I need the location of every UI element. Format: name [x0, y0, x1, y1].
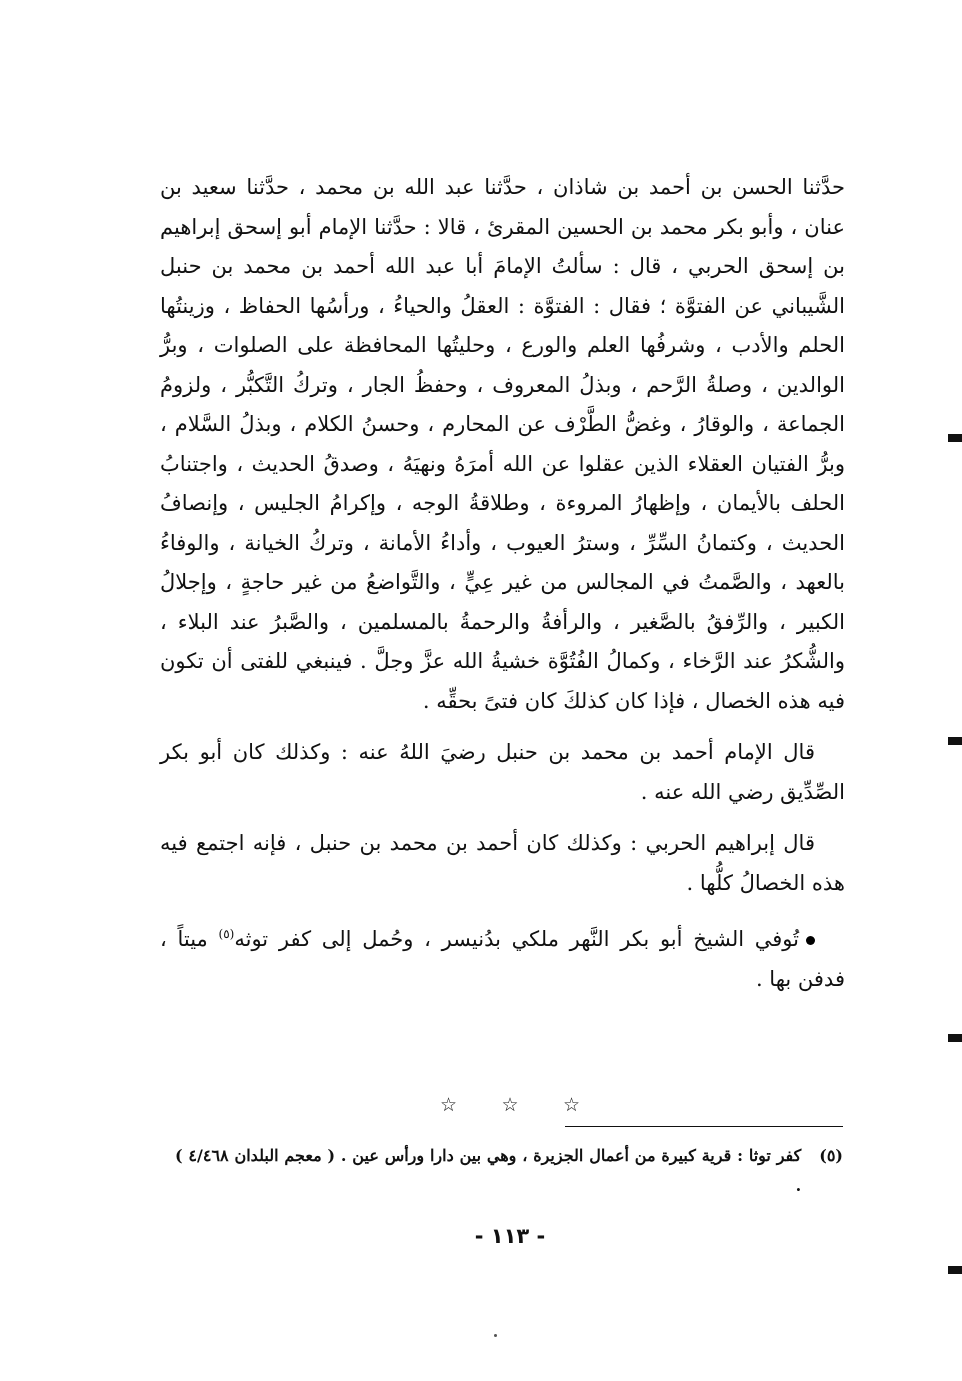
paragraph-hadith-chain: حدَّثنا الحسن بن أحمد بن شاذان ، حدَّثنا عبد الله بن محمد ، حدَّثنا سعيد بن عنان ، وأبو بكر محمد بن الحسين المقرئ ، قالا : حدَّثنا الإمام أبو إسحق إبراهيم بن إسحق الحربي ، قال : سألتُ الإمامَ أبا عبد الله أحمد بن محمد بن حنبل الشَّيباني عن الفتوَّة ؛ فقال : الفتوَّة : العقلُ والحياءُ ، ورأسُها الحفاظ ، وزينتُها الحلم والأدب ، وشرفُها العلم والورع ، وحليتُها المحافظة على الصلوات ، وبرُّ الوالدين ، وصلةُ الرَّحم ، وبذلُ المعروف ، وحفظُ الجار ، وتركُ التَّكبُّر ، ولزومُ الجماعة ، والوقارُ ، وغضُّ الطَّرْف عن المحارم ، وحسنُ الكلام ، وبذلُ السَّلام ، وبرُّ الفتيان العقلاء الذين عقلوا عن الله أمرَهُ ونهيَهُ ، وصدقُ الحديث ، واجتنابُ الحلف بالأيمان ، وإظهارُ المروءة ، وطلاقةُ الوجه ، وإكرامُ الجليس ، وإنصافُ الحديث ، وكتمانُ السِّرِّ ، وسترُ العيوب ، وأداءُ الأمانة ، وتركُ الخيانة ، والوفاءُ بالعهد ، والصَّمتُ في المجالس من غير عِيٍّ ، والتَّواضعُ من غير حاجةٍ ، وإجلالُ الكبير ، والرِّفقُ بالصَّغير ، والرأفةُ والرحمةُ بالمسلمين ، والصَّبرُ عند البلاء ، والشُّكرُ عند الرَّخاء ، وكمالُ الفُتُوَّة خشيةُ الله عزَّ وجلَّ . فينبغي للفتى أن تكون فيه هذه الخصال ، فإذا كان كذلكَ كان فتىً بحقِّه . [160, 175, 845, 713]
footnote-reference: (٥) [218, 927, 235, 941]
scan-edge-mark [948, 737, 962, 745]
paragraph-imam-ahmad-statement: قال الإمام أحمد بن محمد بن حنبل رضيَ اللهُ عنه : وكذلك كان أبو بكر الصِّدِّيق رضي الله عنه . [160, 740, 845, 804]
death-notice-text-end: ميتاً ، فدفن بها . [160, 927, 845, 991]
section-separator [440, 1094, 580, 1116]
paragraph-ibrahim-harbi-statement: قال إبراهيم الحربي : وكذلك كان أحمد بن محمد بن حنبل ، فإنه اجتمع فيه هذه الخصالُ كلُّها . [160, 831, 845, 895]
star-icon: ☆ [440, 1094, 458, 1116]
page-number: - ١١٣ - [474, 1224, 546, 1248]
footnote [175, 1141, 843, 1201]
paragraph-death-notice [160, 915, 845, 999]
footnote-number: (٥) [819, 1146, 843, 1165]
star-icon: ☆ [501, 1094, 519, 1116]
scan-speck [494, 1334, 497, 1337]
scan-edge-mark [948, 1266, 962, 1274]
star-icon: ☆ [562, 1094, 580, 1116]
scan-edge-mark [948, 434, 962, 442]
bullet-icon [806, 936, 815, 945]
scan-edge-mark [948, 1034, 962, 1042]
footnote-divider [565, 1126, 843, 1127]
page-body [160, 168, 845, 999]
footnote-text: كفر توثا : قرية كبيرة من أعمال الجزيرة ، وهي بين دارا ورأس عين . ( معجم البلدان ٤/٤٦٨ ) . [175, 1146, 802, 1195]
death-notice-text: تُوفي الشيخ أبو بكر النَّهر ملكي بدُنيسر ، وحُمل إلى كفر توثه [234, 927, 800, 951]
